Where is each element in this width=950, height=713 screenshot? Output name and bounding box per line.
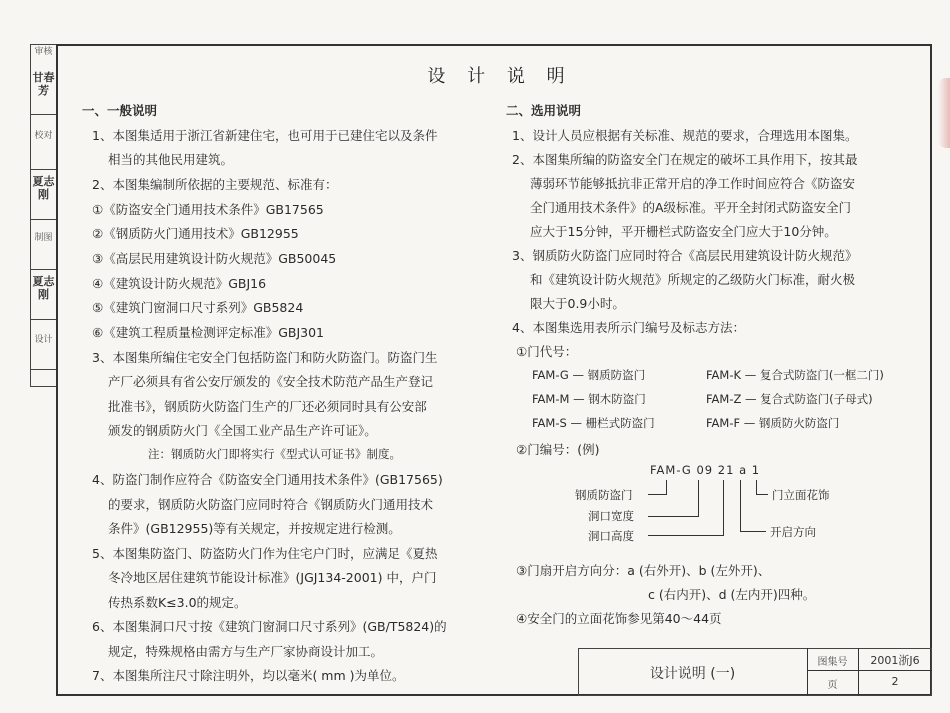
text-line: 1、设计人员应根据有关标准、规范的要求，合理选用本图集。: [512, 128, 858, 143]
example-code: FAM-G 09 21 a 1: [650, 463, 761, 477]
approval-sidebar: [30, 44, 56, 387]
example-label-height: 洞口高度: [588, 529, 634, 543]
text-line: 3、本图集所编住宅安全门包括防盗门和防火防盗门。防盗门生: [92, 350, 438, 365]
text-line: 6、本图集洞口尺寸按《建筑门窗洞口尺寸系列》(GB/T5824)的: [92, 619, 447, 634]
leader-line: [648, 516, 699, 517]
text-line: ④安全门的立面花饰参见第40～44页: [516, 611, 722, 626]
text-line: 5、本图集防盗门、防盗防火门作为住宅户门时，应满足《夏热: [92, 546, 438, 561]
leader-line: [648, 494, 667, 495]
leader-line: [723, 480, 724, 535]
text-line: 2、本图集所编的防盗安全门在规定的破坏工具作用下，按其最: [512, 152, 858, 167]
example-label-direction: 开启方向: [770, 525, 816, 539]
signature-draw: 夏志刚: [32, 275, 55, 301]
text-line: ③《高层民用建筑设计防火规范》GB50045: [92, 251, 337, 266]
page-label: 页: [827, 680, 838, 691]
example-label-pattern: 门立面花饰: [772, 488, 830, 502]
text-line: c (右内开)、d (左内开)四种。: [648, 587, 816, 602]
door-code: FAM-F — 钢质防火防盗门: [706, 416, 840, 430]
text-line: 条件》(GB12955)等有关规定，并按规定进行检测。: [108, 521, 401, 536]
text-line: 薄弱环节能够抵抗非正常开启的净工作时间应符合《防盗安: [530, 176, 856, 191]
text-line: 3、钢质防火防盗门应同时符合《高层民用建筑设计防火规范》: [512, 248, 858, 263]
section-heading-general: 一、一般说明: [82, 103, 158, 118]
text-line: 的要求，钢质防火防盗门应同时符合《钢质防火门通用技术: [108, 497, 434, 512]
text-line: 全门通用技术条件》的A级标准。平开全封闭式防盗安全门: [530, 200, 852, 215]
text-line: 传热系数K≤3.0的规定。: [108, 595, 247, 610]
door-code: FAM-G — 钢质防盗门: [532, 368, 646, 382]
edge-stain: [938, 78, 950, 148]
sidebar-label-design: 设计: [34, 335, 53, 345]
signature-check: 夏志刚: [32, 175, 55, 201]
leader-line: [666, 480, 667, 494]
signature-review: 甘春芳: [32, 71, 55, 97]
text-line: ⑤《建筑门窗洞口尺寸系列》GB5824: [92, 300, 304, 315]
page-value: 2: [891, 675, 899, 688]
sidebar-label-check: 校对: [34, 131, 53, 141]
text-line: ②《钢质防火门通用技术》GB12955: [92, 226, 299, 241]
text-line: ①《防盗安全门通用技术条件》GB17565: [92, 202, 324, 217]
text-line: 批准书》，钢质防火防盗门生产的厂还必须同时具有公安部: [108, 399, 427, 414]
door-code: FAM-S — 栅栏式防盗门: [532, 416, 655, 430]
text-line: 颁发的钢质防火门《全国工业产品生产许可证》。: [108, 423, 377, 438]
text-line: ③门扇开启方向分：a (右外开)、b (左外开)、: [516, 563, 771, 578]
example-label-door-type: 钢质防盗门: [575, 488, 633, 502]
text-line: 限大于0.9小时。: [530, 296, 625, 311]
leader-line: [740, 531, 766, 532]
text-line: 和《建筑设计防火规范》所规定的乙级防火门标准，耐火极: [530, 272, 856, 287]
text-line: ②门编号：(例): [516, 442, 600, 457]
text-line: 7、本图集所注尺寸除注明外，均以毫米( mm )为单位。: [92, 668, 405, 683]
text-line: ⑥《建筑工程质量检测评定标准》GBJ301: [92, 325, 325, 340]
atlas-label: 图集号: [817, 657, 848, 668]
door-code: FAM-K — 复合式防盗门(一框二门): [706, 368, 884, 382]
sidebar-label-draw: 制图: [34, 233, 53, 243]
leader-line: [756, 494, 768, 495]
title-block-divider: [807, 670, 932, 671]
text-line: 相当的其他民用建筑。: [108, 152, 234, 167]
text-line: 1、本图集适用于浙江省新建住宅，也可用于已建住宅以及条件: [92, 128, 438, 143]
text-line: 冬冷地区居住建筑节能设计标准》(JGJ134-2001) 中，户门: [108, 570, 437, 585]
sidebar-cell: [31, 220, 56, 270]
example-label-width: 洞口宽度: [588, 509, 634, 523]
leader-line: [756, 480, 757, 494]
atlas-value: 2001浙J6: [870, 654, 920, 667]
door-code: FAM-M — 钢木防盗门: [532, 392, 646, 406]
text-line: 4、防盗门制作应符合《防盗安全门通用技术条件》(GB17565): [92, 472, 443, 487]
sidebar-label-review: 审核: [34, 47, 53, 57]
text-line: 4、本图集选用表所示门编号及标志方法：: [512, 320, 745, 335]
note-line: 注：钢质防火门即将实行《型式认可证书》制度。: [148, 447, 401, 461]
leader-line: [740, 480, 741, 532]
door-code: FAM-Z — 复合式防盗门(子母式): [706, 392, 873, 406]
text-line: 2、本图集编制所依据的主要规范、标准有：: [92, 177, 338, 192]
sheet-name: 设计说明 (一): [649, 666, 736, 682]
text-line: 规定，特殊规格由需方与生产厂家协商设计加工。: [108, 644, 384, 659]
section-heading-selection: 二、选用说明: [506, 103, 582, 118]
text-line: ①门代号：: [516, 344, 578, 359]
text-line: ④《建筑设计防火规范》GBJ16: [92, 276, 267, 291]
leader-line: [648, 535, 724, 536]
text-line: 产厂必须具有省公安厅颁发的《安全技术防范产品生产登记: [108, 374, 434, 389]
leader-line: [698, 480, 699, 516]
sidebar-cell: [31, 115, 56, 170]
page-title: 设 计 说 明: [427, 66, 573, 87]
text-line: 应大于15分钟，平开栅栏式防盗安全门应大于10分钟。: [530, 224, 837, 239]
